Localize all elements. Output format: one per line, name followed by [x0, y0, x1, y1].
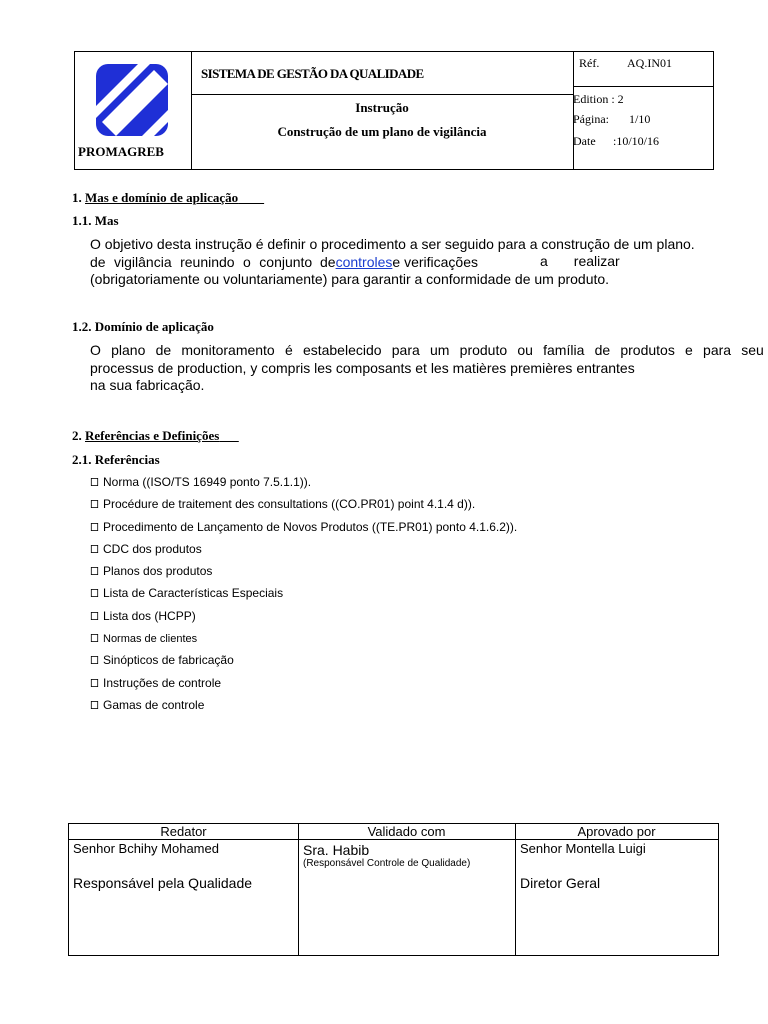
reference-item [90, 473, 517, 495]
instruction-title: Construção de um plano de vigilância [277, 124, 487, 139]
checkbox-bullet-icon [91, 656, 98, 664]
ref-divider [573, 86, 713, 87]
checkbox-bullet-icon [91, 612, 98, 620]
reference-item [90, 607, 517, 629]
system-title: SISTEMA DE GESTÃO DA QUALIDADE [201, 66, 424, 81]
reference-item [90, 518, 517, 540]
validador-role: (Responsável Controle de Qualidade) [303, 858, 471, 869]
ref-label: Réf. [579, 56, 600, 70]
reference-text: Planos dos produtos [103, 564, 213, 579]
checkbox-bullet-icon [91, 523, 98, 531]
ref-value: AQ.IN01 [627, 56, 672, 70]
col-header-validado: Validado com [367, 824, 446, 839]
purpose-line-2-tail: a realizar [540, 253, 620, 269]
purpose-line-3: (obrigatoriamente ou voluntariamente) para garantir a conformidade de um produto. [90, 271, 610, 287]
reference-text: Sinópticos de fabricação [103, 653, 234, 668]
checkbox-bullet-icon [91, 589, 98, 597]
subsection-1-2-heading: 1.2. Domínio de aplicação [72, 319, 214, 334]
checkbox-bullet-icon [91, 567, 98, 575]
reference-item [90, 674, 517, 696]
checkbox-bullet-icon [91, 545, 98, 553]
aprovador-role: Diretor Geral [520, 875, 601, 891]
company-logo [94, 62, 170, 138]
document-header [74, 51, 714, 170]
reference-text: Norma ((ISO/TS 16949 ponto 7.5.1.1)). [103, 475, 312, 489]
reference-item [90, 651, 517, 673]
redator-name: Senhor Bchihy Mohamed [73, 841, 219, 856]
reference-item [90, 584, 517, 606]
edition: Edition : 2 [573, 92, 624, 106]
date-label: Date [573, 134, 596, 148]
reference-item [90, 495, 517, 517]
reference-text: Lista dos (HCPP) [103, 608, 196, 623]
reference-text: Normas de clientes [103, 633, 198, 646]
reference-item [90, 562, 517, 584]
checkbox-bullet-icon [91, 500, 98, 508]
page-number: 1/10 [629, 112, 651, 126]
reference-text: Procedimento de Lançamento de Novos Produtos ((TE.PR01) ponto 4.1.6.2)). [103, 519, 518, 534]
aprovador-name: Senhor Montella Luigi [520, 841, 646, 856]
reference-item [90, 696, 517, 718]
signature-table [68, 823, 719, 956]
purpose-line-1: O objetivo desta instrução é definir o procedimento a ser seguido para a construção de um plano. [90, 236, 695, 252]
redator-role: Responsável pela Qualidade [73, 875, 253, 891]
header-divider [191, 94, 573, 95]
section-2-title: Referências e Definições [85, 428, 220, 443]
references-list [90, 473, 517, 718]
scope-paragraph [90, 342, 764, 395]
reference-item [90, 540, 517, 562]
company-name: PROMAGREB [78, 144, 164, 159]
section-1-number: 1. [72, 190, 82, 205]
section-2-heading [72, 428, 239, 444]
subsection-2-1-heading: 2.1. Referências [72, 452, 160, 467]
purpose-paragraph [90, 236, 758, 289]
instruction-label: Instrução [355, 100, 409, 115]
scope-line-1: O plano de monitoramento é estabelecido para um produto ou família de produtos e para seu [90, 342, 764, 358]
reference-text: Gamas de controle [103, 697, 205, 712]
checkbox-bullet-icon [91, 679, 98, 687]
checkbox-bullet-icon [91, 634, 98, 642]
scope-line-3: na sua fabricação. [90, 377, 205, 393]
reference-text: Lista de Características Especiais [103, 586, 284, 601]
col-header-aprovado: Aprovado por [577, 824, 656, 839]
logo-cell [75, 52, 192, 169]
subsection-1-1-heading: 1.1. Mas [72, 213, 119, 228]
section-2-number: 2. [72, 428, 82, 443]
reference-item [90, 629, 517, 651]
section-1-heading [72, 190, 264, 206]
reference-text: Procédure de traitement des consultations ((CO.PR01) point 4.1.4 d)). [103, 497, 476, 512]
meta-divider [573, 52, 574, 169]
date-value: :10/10/16 [613, 134, 660, 148]
scope-line-2: processus de production, y compris les composants et les matières premières entrantes [90, 359, 635, 376]
reference-text: Instruções de controle [103, 675, 222, 690]
col-header-redator: Redator [160, 824, 207, 839]
purpose-line-2: de vigilância reunindo o conjunto decontrolese verificações [90, 253, 478, 270]
page-label: Página: [573, 112, 609, 126]
section-1-title: Mas e domínio de aplicação [85, 190, 239, 205]
reference-text: CDC dos produtos [103, 541, 202, 556]
checkbox-bullet-icon [91, 701, 98, 709]
checkbox-bullet-icon [91, 478, 98, 486]
controles-link[interactable]: controles [335, 253, 393, 270]
validador-name: Sra. Habib [303, 842, 370, 858]
